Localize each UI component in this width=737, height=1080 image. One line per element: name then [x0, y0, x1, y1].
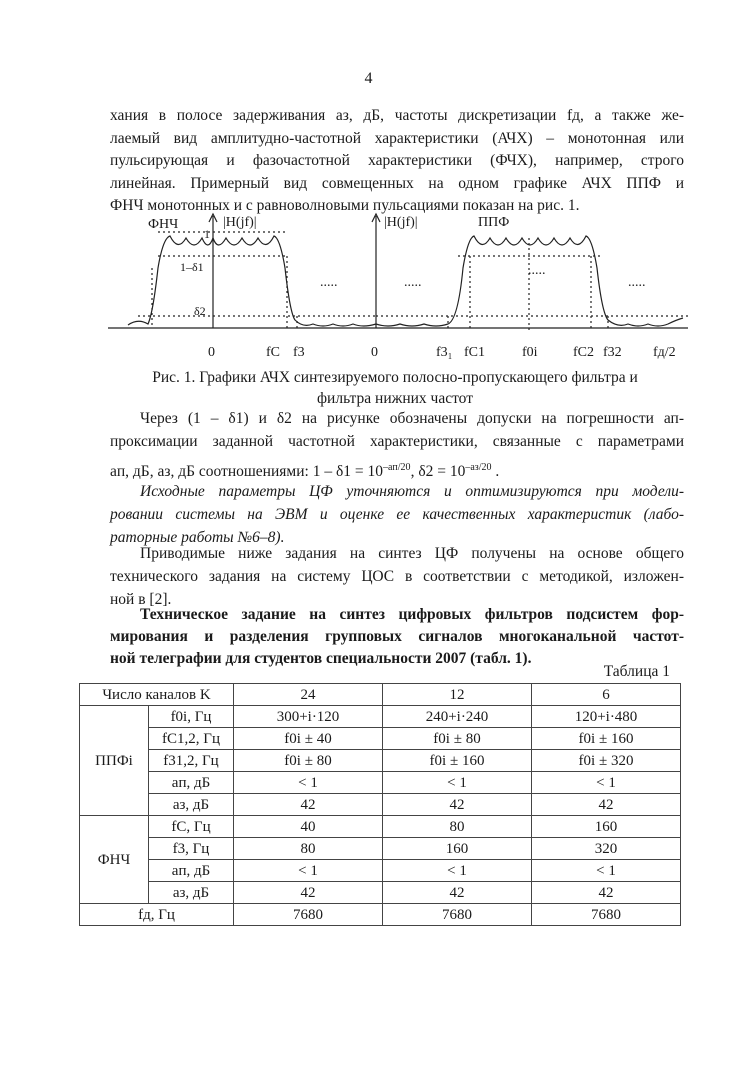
lpf-label: ФНЧ: [148, 217, 179, 232]
formula-mid: , δ2 = 10: [410, 463, 466, 480]
caption-line: фильтра нижних частот: [317, 390, 473, 407]
tick-f32: f32: [603, 345, 622, 360]
param-cell: fC1,2, Гц: [149, 728, 234, 750]
italic-paragraph: [110, 480, 684, 549]
paragraph-line: проксимации заданной частотной характеристики, связанные с параметрами: [110, 433, 684, 450]
header-channels: Число каналов K: [80, 684, 234, 706]
tick-fc1: fC1: [464, 345, 485, 360]
value-cell: 80: [383, 816, 532, 838]
value-cell: 120+i·480: [532, 706, 681, 728]
formula-end: .: [491, 463, 500, 480]
footer-label: fд, Гц: [80, 904, 234, 926]
intro-paragraph: [110, 104, 684, 217]
right-axis-label: |H(jf)|: [384, 215, 418, 230]
bpf-label: ППФ: [478, 215, 510, 230]
value-cell: 160: [532, 816, 681, 838]
param-cell: fC, Гц: [149, 816, 234, 838]
paragraph-line: Исходные параметры ЦФ уточняются и оптимизируются при модели-: [140, 483, 684, 500]
dots-right-3: .....: [628, 275, 646, 290]
left-axis-label: |H(jf)|: [223, 215, 257, 230]
tick-f3: f3: [293, 345, 305, 360]
value-cell: < 1: [383, 772, 532, 794]
intro-line: линейная. Примерный вид совмещенных на одном графике АЧХ ППФ и: [110, 174, 684, 192]
figure-caption: [100, 367, 690, 409]
table-label: Таблица 1: [603, 663, 670, 680]
section-title: [110, 604, 684, 670]
param-cell: aз, дБ: [149, 794, 234, 816]
header-col-3: 6: [532, 684, 681, 706]
value-cell: f0i ± 80: [234, 750, 383, 772]
table-row: [80, 882, 681, 904]
table-row: [80, 706, 681, 728]
tick-fd2: fд/2: [653, 345, 676, 360]
table-row: [80, 750, 681, 772]
param-cell: f31,2, Гц: [149, 750, 234, 772]
value-cell: 42: [383, 882, 532, 904]
value-cell: f0i ± 160: [532, 728, 681, 750]
table-row: [80, 794, 681, 816]
intro-line: ФНЧ монотонных и с равноволновыми пульсациями показан на рис. 1.: [110, 197, 580, 214]
intro-line: лаемый вид амплитудно-частотной характеристики (АЧХ) – монотонная или: [110, 129, 684, 147]
value-cell: 42: [234, 794, 383, 816]
table-row: [80, 816, 681, 838]
formula-exponent-2: –aз/20: [465, 462, 492, 473]
value-cell: < 1: [383, 860, 532, 882]
formula-line: [110, 453, 684, 483]
value-cell: 80: [234, 838, 383, 860]
tick-fc2: fC2: [573, 345, 594, 360]
delta2-label: δ2: [194, 304, 206, 318]
paragraph-line: ровании системы на ЭВМ и оценке ее качественных характеристик (лабо-: [110, 506, 684, 523]
tick-zero-right: 0: [371, 345, 378, 360]
formula-exponent-1: –aп/20: [382, 462, 411, 473]
param-cell: aп, дБ: [149, 772, 234, 794]
table-header-row: [80, 684, 681, 706]
value-cell: 320: [532, 838, 681, 860]
page-number: 4: [364, 70, 373, 87]
tick-fc: fC: [266, 345, 280, 360]
value-cell: f0i ± 80: [383, 728, 532, 750]
assignment-paragraph: [110, 542, 684, 611]
paragraph-line: технического задания на систему ЦОС в соответствии с методикой, изложен-: [110, 568, 684, 585]
title-line: ной телеграфии для студентов специальности 2007 (табл. 1).: [110, 650, 532, 667]
header-col-1: 24: [234, 684, 383, 706]
value-cell: < 1: [234, 772, 383, 794]
param-cell: aп, дБ: [149, 860, 234, 882]
intro-line: пульсирующая и фазочастотной характеристики (ФЧХ), например, строго: [110, 152, 684, 169]
param-cell: f0i, Гц: [149, 706, 234, 728]
value-cell: < 1: [532, 772, 681, 794]
dots-right-2: .....: [528, 263, 546, 278]
paragraph-line: Приводимые ниже задания на синтез ЦФ получены на основе общего: [140, 545, 684, 562]
dots-left: .....: [320, 275, 338, 290]
param-cell: f3, Гц: [149, 838, 234, 860]
level-1-minus-delta1-label: 1–δ1: [180, 260, 204, 274]
group-ppf: ППФi: [80, 706, 149, 816]
caption-line: Рис. 1. Графики АЧХ синтезируемого полосно-пропускающего фильтра и: [152, 369, 638, 386]
spec-table: [79, 683, 681, 926]
value-cell: 7680: [532, 904, 681, 926]
group-fnch: ФНЧ: [80, 816, 149, 904]
title-line: мирования и разделения групповых сигналов многоканальной частот-: [110, 628, 684, 645]
value-cell: < 1: [234, 860, 383, 882]
table-footer-row: [80, 904, 681, 926]
value-cell: < 1: [532, 860, 681, 882]
value-cell: 7680: [383, 904, 532, 926]
value-cell: 240+i·240: [383, 706, 532, 728]
table-row: [80, 860, 681, 882]
param-cell: aз, дБ: [149, 882, 234, 904]
title-line: Техническое задание на синтез цифровых фильтров подсистем фор-: [140, 606, 684, 623]
value-cell: 42: [234, 882, 383, 904]
value-cell: 160: [383, 838, 532, 860]
intro-line: хания в полосе задерживания aз, дБ, частоты дискретизации fд, а также же-: [110, 107, 684, 124]
paragraph-line: раторные работы №6–8).: [110, 529, 285, 546]
dots-right-1: .....: [404, 275, 422, 290]
value-cell: 42: [383, 794, 532, 816]
table-row: [80, 772, 681, 794]
value-cell: 7680: [234, 904, 383, 926]
tick-f0i: f0i: [522, 345, 538, 360]
value-cell: 300+i·120: [234, 706, 383, 728]
value-cell: f0i ± 320: [532, 750, 681, 772]
paragraph-line: Через (1 – δ1) и δ2 на рисунке обозначены допуски на погрешности ап-: [140, 410, 684, 427]
formula-text: aп, дБ, aз, дБ соотношениями: 1 – δ1 = 10: [110, 463, 383, 480]
tick-f31: f3₁: [436, 345, 453, 360]
table-row: [80, 838, 681, 860]
value-cell: 42: [532, 882, 681, 904]
tick-zero-left: 0: [208, 345, 215, 360]
table-row: [80, 728, 681, 750]
value-cell: f0i ± 160: [383, 750, 532, 772]
tolerance-paragraph: [110, 407, 684, 483]
value-cell: 40: [234, 816, 383, 838]
header-col-2: 12: [383, 684, 532, 706]
lpf-curve: [128, 236, 376, 326]
paragraph-line: ной в [2].: [110, 591, 172, 608]
value-cell: 42: [532, 794, 681, 816]
frequency-response-figure: [108, 208, 693, 368]
level-one-label: 1: [204, 227, 210, 241]
value-cell: f0i ± 40: [234, 728, 383, 750]
